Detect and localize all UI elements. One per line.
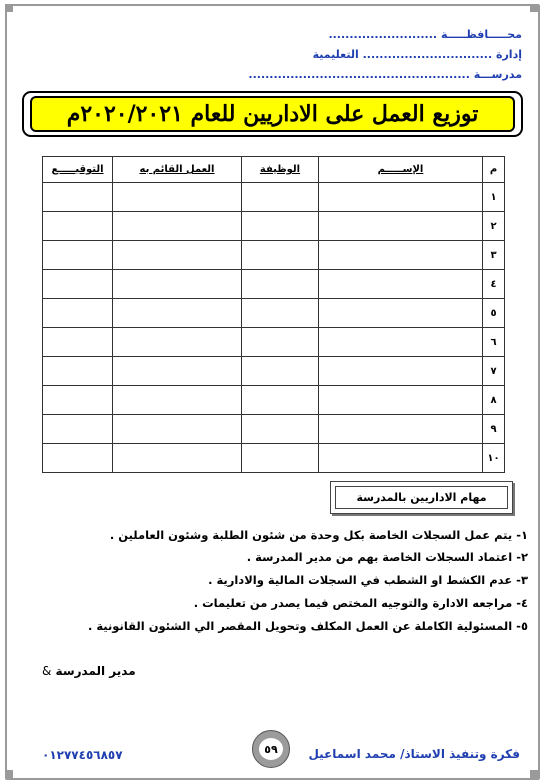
header-task-text: العمل القائم به (139, 164, 215, 175)
header-name-text: الإســـــم (377, 164, 424, 175)
school-line (248, 68, 522, 81)
ampersand-symbol: & (42, 664, 52, 678)
name-cell[interactable] (319, 357, 483, 386)
job-cell[interactable] (242, 415, 319, 444)
name-cell[interactable] (319, 415, 483, 444)
table-row (43, 241, 505, 270)
job-cell[interactable] (242, 183, 319, 212)
footer-phone: ٠١٢٧٧٤٥٦٨٥٧ (42, 748, 123, 762)
name-cell[interactable] (319, 212, 483, 241)
header-task (113, 157, 242, 183)
table-header-row (43, 157, 505, 183)
name-cell[interactable] (319, 241, 483, 270)
task-item: ١- يتم عمل السجلات الخاصة بكل وحدة من شئون الطلبة وشئون العاملين . (109, 528, 528, 542)
table-row (43, 299, 505, 328)
row-number-cell: ٥ (483, 299, 505, 328)
header-name (319, 157, 483, 183)
page-title: توزيع العمل على الاداريين للعام ٢٠٢٠/٢٠٢١م (66, 101, 479, 127)
task-cell[interactable] (113, 270, 242, 299)
tasks-heading-box (330, 481, 513, 514)
principal-signature (42, 664, 136, 678)
task-cell[interactable] (113, 357, 242, 386)
table-row (43, 415, 505, 444)
signature-cell[interactable] (43, 386, 113, 415)
name-cell[interactable] (319, 386, 483, 415)
job-cell[interactable] (242, 357, 319, 386)
governorate-dots: .......................... (328, 28, 438, 41)
task-cell[interactable] (113, 241, 242, 270)
distribution-table (42, 156, 505, 473)
table-row (43, 270, 505, 299)
row-number-cell: ٣ (483, 241, 505, 270)
job-cell[interactable] (242, 328, 319, 357)
job-cell[interactable] (242, 386, 319, 415)
job-cell[interactable] (242, 444, 319, 473)
job-cell[interactable] (242, 270, 319, 299)
tasks-heading: مهام الاداريين بالمدرسة (335, 486, 508, 509)
row-number-cell: ٧ (483, 357, 505, 386)
job-cell[interactable] (242, 212, 319, 241)
task-cell[interactable] (113, 328, 242, 357)
table-row (43, 212, 505, 241)
name-cell[interactable] (319, 328, 483, 357)
table-row (43, 386, 505, 415)
page-number-badge (252, 730, 290, 768)
row-number-cell: ٩ (483, 415, 505, 444)
row-number-cell: ٢ (483, 212, 505, 241)
task-item: ٥- المسئولية الكاملة عن العمل المكلف وتحويل المقصر الي الشئون القانونية . (87, 619, 528, 633)
signature-cell[interactable] (43, 183, 113, 212)
header-job (242, 157, 319, 183)
administration-dots: ............................... (362, 48, 493, 61)
administration-line (313, 48, 522, 61)
task-cell[interactable] (113, 444, 242, 473)
task-item: ٤- مراجعه الادارة والتوجيه المختص فيما يصدر من تعليمات . (193, 596, 528, 610)
signature-cell[interactable] (43, 270, 113, 299)
table-row (43, 328, 505, 357)
governorate-label: محـــــافظـــــة (440, 28, 522, 41)
signature-cell[interactable] (43, 357, 113, 386)
corner-ornament (5, 4, 13, 12)
school-dots: ..................................................... (248, 68, 470, 81)
task-cell[interactable] (113, 299, 242, 328)
administration-suffix: التعليمية (312, 48, 359, 61)
school-label: مدرســـة (473, 68, 522, 81)
task-item: ٢- اعتماد السجلات الخاصة بهم من مدير المدرسة . (246, 550, 528, 564)
header-signature-text: التوقيـــــع (51, 164, 104, 175)
signature-cell[interactable] (43, 299, 113, 328)
task-item: ٣- عدم الكشط او الشطب في السجلات المالية والادارية . (208, 573, 528, 587)
row-number-cell: ٨ (483, 386, 505, 415)
corner-ornament (530, 770, 538, 778)
header-signature (43, 157, 113, 183)
name-cell[interactable] (319, 299, 483, 328)
table-row (43, 444, 505, 473)
task-cell[interactable] (113, 183, 242, 212)
signature-cell[interactable] (43, 241, 113, 270)
job-cell[interactable] (242, 299, 319, 328)
job-cell[interactable] (242, 241, 319, 270)
row-number-cell: ٦ (483, 328, 505, 357)
administration-prefix: إدارة (495, 48, 522, 61)
signature-cell[interactable] (43, 444, 113, 473)
page-number: ٥٩ (259, 738, 283, 760)
row-number-cell: ١٠ (483, 444, 505, 473)
governorate-line (328, 28, 522, 41)
header-num: م (483, 157, 505, 183)
table-row (43, 183, 505, 212)
name-cell[interactable] (319, 183, 483, 212)
corner-ornament (5, 770, 13, 778)
title-banner-fill (30, 96, 515, 132)
footer-credit: فكرة وتنفيذ الاستاذ/ محمد اسماعيل (308, 747, 520, 761)
signature-cell[interactable] (43, 328, 113, 357)
header-job-text: الوظيفة (259, 164, 301, 175)
signature-cell[interactable] (43, 415, 113, 444)
row-number-cell: ٤ (483, 270, 505, 299)
signature-cell[interactable] (43, 212, 113, 241)
name-cell[interactable] (319, 444, 483, 473)
row-number-cell: ١ (483, 183, 505, 212)
title-banner (22, 91, 523, 137)
task-cell[interactable] (113, 212, 242, 241)
task-cell[interactable] (113, 415, 242, 444)
principal-label: مدير المدرسة (55, 664, 136, 678)
name-cell[interactable] (319, 270, 483, 299)
table-row (43, 357, 505, 386)
corner-ornament (530, 4, 538, 12)
task-cell[interactable] (113, 386, 242, 415)
